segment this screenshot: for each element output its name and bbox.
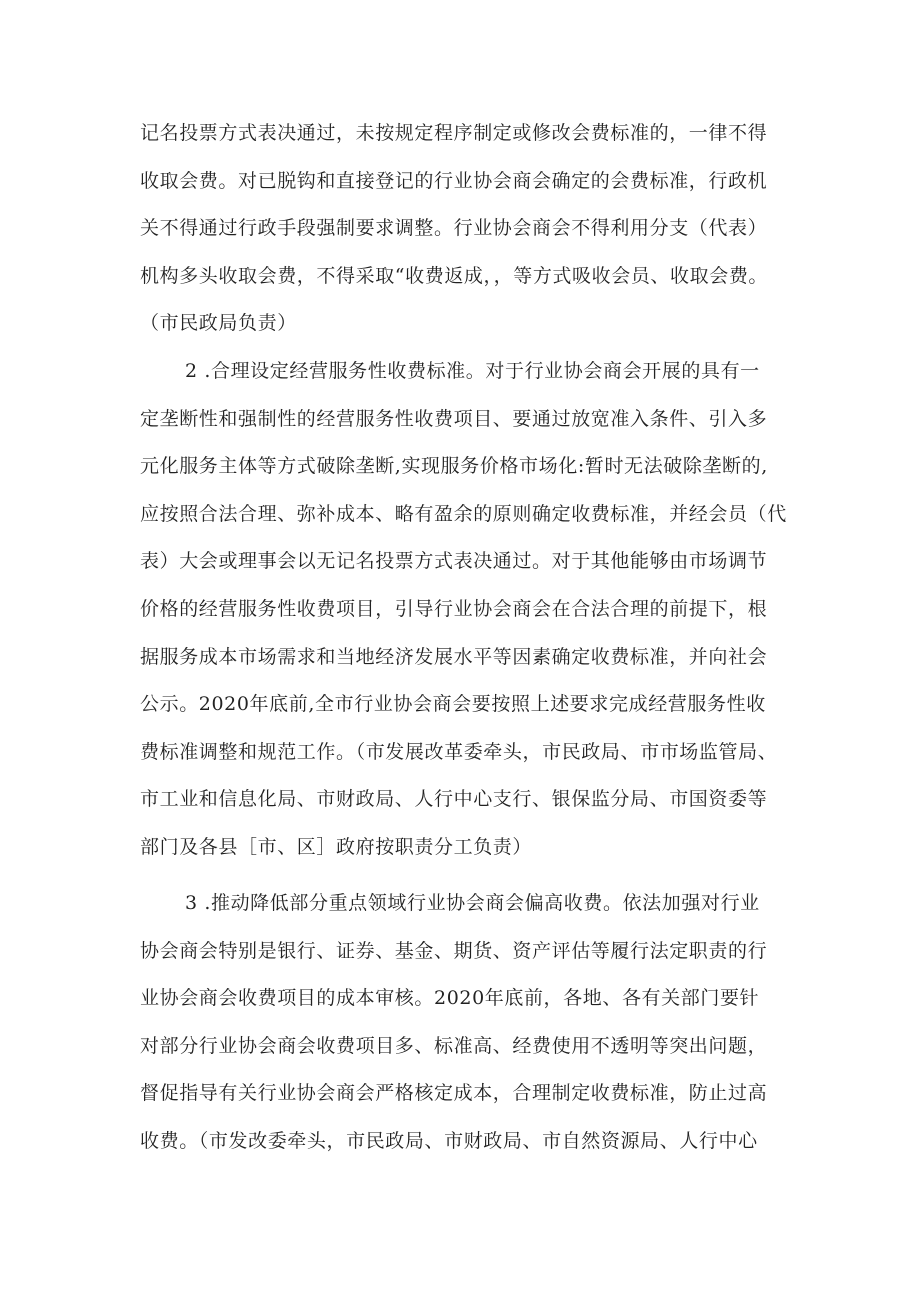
text-line: 关不得通过行政手段强制要求调整。行业协会商会不得利用分支（代表） xyxy=(140,217,768,240)
text-line: 记名投票方式表决通过，未按规定程序制定或修改会费标准的，一律不得 xyxy=(140,122,768,144)
text-line: 对部分行业协会商会收费项目多、标准高、经费使用不透明等突出问题， xyxy=(140,1034,768,1057)
text-line: 元化服务主体等方式破除垄断,实现服务价格市场化:暂时无法破除垄断的, xyxy=(140,455,768,478)
text-line: 费标准调整和规范工作。（市发展改革委牵头，市民政局、市市场监管局、 xyxy=(140,740,778,763)
text-line: 应按照合法合理、弥补成本、略有盈余的原则确定收费标准，并经会员（代 xyxy=(140,502,787,525)
text-line: 收费。（市发改委牵头，市民政局、市财政局、市自然资源局、人行中心 xyxy=(140,1129,758,1152)
text-line: 3 .推动降低部分重点领域行业协会商会偏高收费。依法加强对行业 xyxy=(185,892,760,914)
text-line: 协会商会特别是银行、证券、基金、期货、资产评估等履行法定职责的行 xyxy=(140,939,768,962)
text-line: 机构多头收取会费，不得采取“收费返成，，等方式吸收会员、收取会费。 xyxy=(140,264,769,287)
text-line: 市工业和信息化局、市财政局、人行中心支行、银保监分局、市国资委等 xyxy=(140,788,768,811)
text-line: 公示。2020年底前,全市行业协会商会要按照上述要求完成经营服务性收 xyxy=(140,693,766,716)
text-line: 价格的经营服务性收费项目，引导行业协会商会在合法合理的前提下，根 xyxy=(140,597,768,620)
text-line: 收取会费。对已脱钩和直接登记的行业协会商会确定的会费标准，行政机 xyxy=(140,169,768,192)
text-line: 2 .合理设定经营服务性收费标准。对于行业协会商会开展的具有一 xyxy=(185,360,760,382)
text-line: 督促指导有关行业协会商会严格核定成本，合理制定收费标准，防止过高 xyxy=(140,1082,768,1105)
text-line: 部门及各县［市、区］政府按职责分工负责） xyxy=(140,835,533,858)
paragraph-item-3-reduce-high-fees xyxy=(140,880,800,1166)
paragraph-membership-fee-rules xyxy=(140,110,800,348)
text-line: 定垄断性和强制性的经营服务性收费项目、要通过放宽准入条件、引入多 xyxy=(140,407,768,430)
text-line: 业协会商会收费项目的成本审核。2020年底前，各地、各有关部门要针 xyxy=(140,987,760,1010)
paragraph-item-2-service-fee-standards xyxy=(140,348,800,872)
text-line: （市民政局负责） xyxy=(140,312,297,335)
text-line: 表）大会或理事会以无记名投票方式表决通过。对于其他能够由市场调节 xyxy=(140,550,768,573)
text-line: 据服务成本市场需求和当地经济发展水平等因素确定收费标准，并向社会 xyxy=(140,645,768,668)
